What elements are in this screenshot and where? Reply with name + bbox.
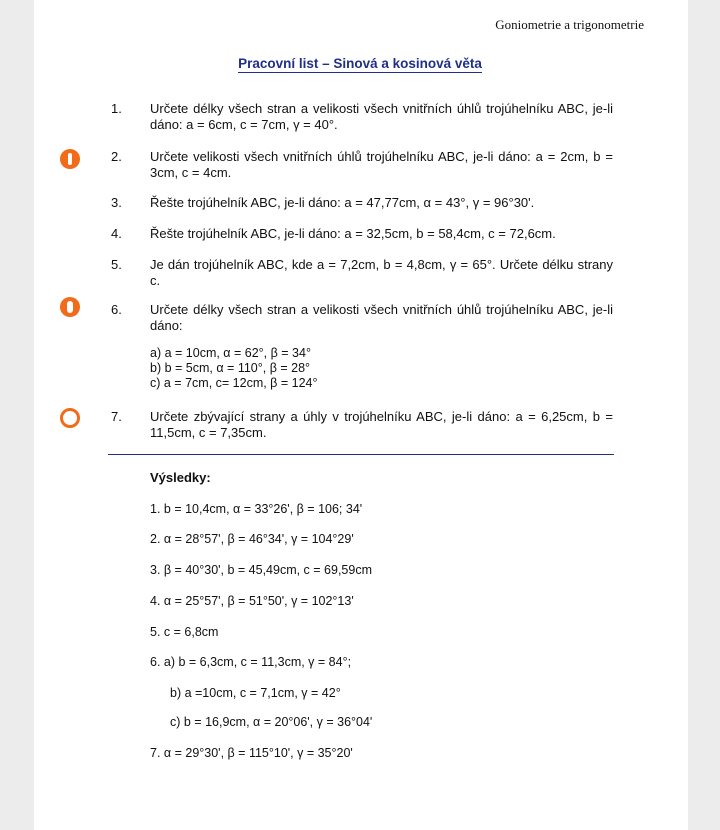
info-marker-outline-icon[interactable] xyxy=(60,408,80,428)
section-divider xyxy=(108,454,614,455)
task-6-part-a: a) a = 10cm, α = 62°, β = 34° xyxy=(150,346,311,360)
task-number: 2. xyxy=(111,149,122,164)
info-marker-icon[interactable] xyxy=(60,149,80,169)
task-number: 6. xyxy=(111,302,122,317)
result-1: 1. b = 10,4cm, α = 33°26', β = 106; 34' xyxy=(150,502,363,516)
result-3: 3. β = 40°30', b = 45,49cm, c = 69,59cm xyxy=(150,563,372,577)
task-number: 1. xyxy=(111,101,122,116)
task-text: Řešte trojúhelník ABC, je-li dáno: a = 47,77cm, α = 43°, γ = 96°30'. xyxy=(150,195,535,210)
results-heading: Výsledky: xyxy=(150,470,211,485)
task-number: 5. xyxy=(111,257,122,272)
page-title-text: Pracovní list – Sinová a kosinová věta xyxy=(238,56,482,71)
task-6-part-c: c) a = 7cm, c= 12cm, β = 124° xyxy=(150,376,318,390)
result-6c: c) b = 16,9cm, α = 20°06', γ = 36°04' xyxy=(170,715,373,729)
task-number: 7. xyxy=(111,409,122,424)
result-2: 2. α = 28°57', β = 46°34', γ = 104°29' xyxy=(150,532,354,546)
task-6-part-b: b) b = 5cm, α = 110°, β = 28° xyxy=(150,361,311,375)
task-text: Určete délky všech stran a velikosti všech vnitřních úhlů trojúhelníku ABC, je-li dáno: xyxy=(150,302,613,333)
task-number: 3. xyxy=(111,195,122,210)
task-text: Je dán trojúhelník ABC, kde a = 7,2cm, b = 4,8cm, γ = 65°. Určete délku strany c. xyxy=(150,257,613,288)
task-text: Řešte trojúhelník ABC, je-li dáno: a = 32,5cm, b = 58,4cm, c = 72,6cm. xyxy=(150,226,556,241)
task-text: Určete zbývající strany a úhly v trojúhelníku ABC, je-li dáno: a = 6,25cm, b = 11,5cm, c = 7,35cm. xyxy=(150,409,613,440)
task-number: 4. xyxy=(111,226,122,241)
document-header: Goniometrie a trigonometrie xyxy=(495,17,644,32)
result-6a: 6. a) b = 6,3cm, c = 11,3cm, γ = 84°; xyxy=(150,655,352,669)
info-marker-icon[interactable] xyxy=(60,297,80,317)
task-text: Určete délky všech stran a velikosti všech vnitřních úhlů trojúhelníku ABC, je-li dáno: a = 6cm, c = 7cm, γ = 40°. xyxy=(150,101,613,132)
result-5: 5. c = 6,8cm xyxy=(150,625,219,639)
task-text: Určete velikosti všech vnitřních úhlů trojúhelníku ABC, je-li dáno: a = 2cm, b = 3cm, c = 4cm. xyxy=(150,149,613,180)
result-7: 7. α = 29°30', β = 115°10', γ = 35°20' xyxy=(150,746,353,760)
result-4: 4. α = 25°57', β = 51°50', γ = 102°13' xyxy=(150,594,354,608)
result-6b: b) a =10cm, c = 7,1cm, γ = 42° xyxy=(170,686,341,700)
page-title xyxy=(0,56,720,71)
